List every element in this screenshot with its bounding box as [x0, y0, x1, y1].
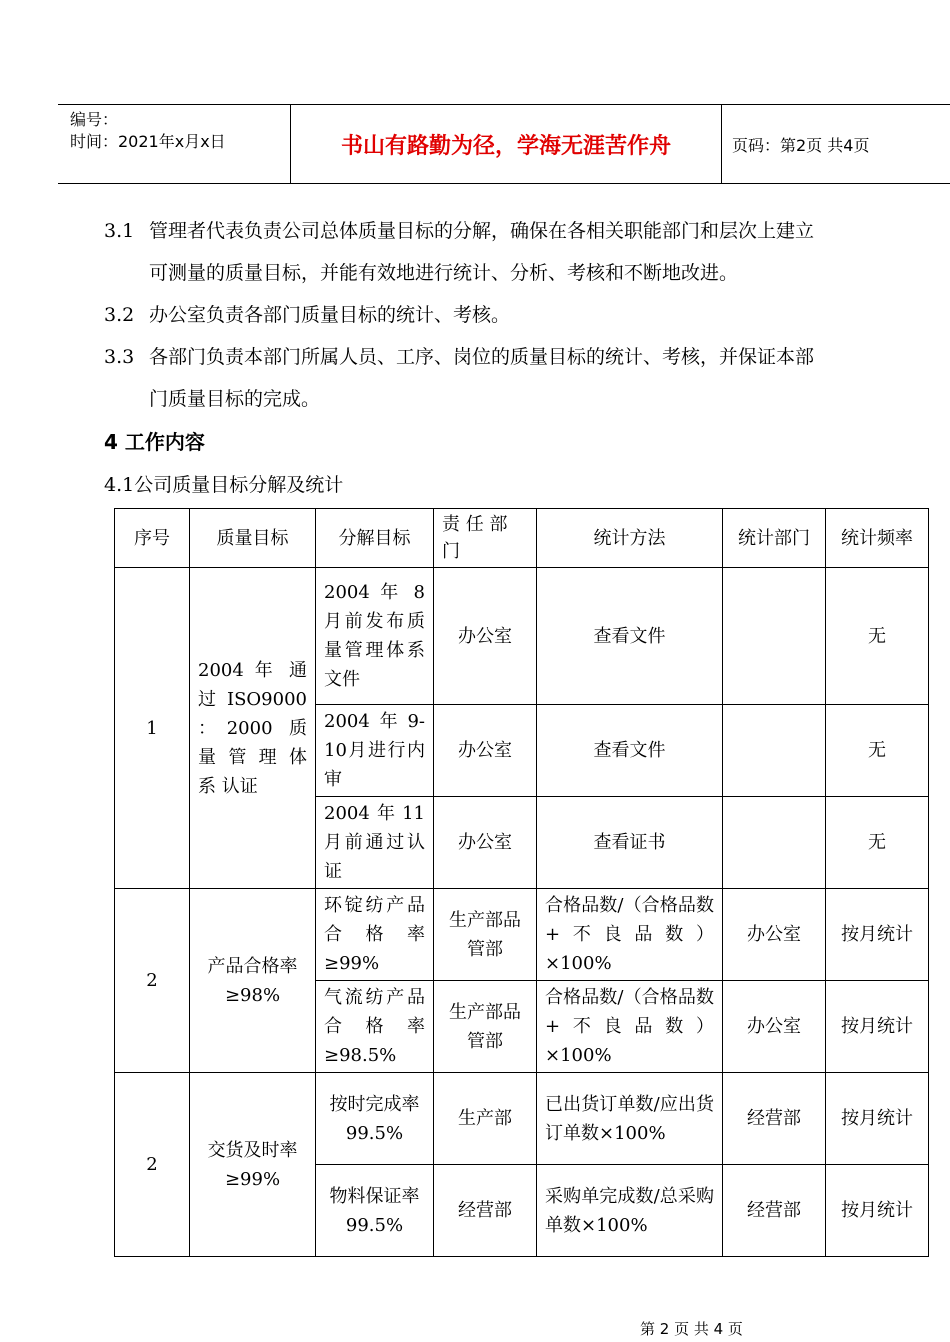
stat-dept [723, 797, 826, 889]
paragraph-3-1: 3.1 管理者代表负责公司总体质量目标的分解，确保在各相关职能部门和层次上建立 可测量的质量目标，并能有效地进行统计、分析、考核和不断地改进。 [104, 220, 815, 284]
sub-goal: 气流纺产品合格率≥98.5% [316, 981, 434, 1073]
responsible-dept: 办公室 [434, 568, 537, 705]
stat-frequency: 无 [826, 705, 929, 797]
column-header: 统计频率 [826, 509, 929, 568]
responsible-dept: 办公室 [434, 797, 537, 889]
sub-goal: 2004年9-10月进行内审 [316, 705, 434, 797]
subsection-heading: 4.1公司质量目标分解及统计 [104, 474, 344, 496]
stat-method: 合格品数/（合格品数+不良品数）×100% [537, 981, 723, 1073]
stat-frequency: 无 [826, 797, 929, 889]
stat-dept [723, 705, 826, 797]
quality-goal: 2004 年 通过 ISO9000 ：2000 质 量 管 理 体 系 认证 [190, 568, 316, 889]
doc-number: 编号： [70, 110, 119, 129]
responsible-dept: 生产部品管部 [434, 981, 537, 1073]
column-header: 序号 [115, 509, 190, 568]
stat-dept: 办公室 [723, 889, 826, 981]
page-footer: 第 2 页 共 4 页 [640, 1320, 743, 1338]
column-header: 责 任 部 门 [434, 509, 537, 568]
header-motto: 书山有路勤为径，学海无涯苦作舟 [340, 134, 671, 159]
sub-goal: 2004 年 8 月前发布质量管理体系文件 [316, 568, 434, 705]
header-divider [721, 105, 722, 183]
stat-frequency: 按月统计 [826, 889, 929, 981]
table-row [115, 889, 929, 981]
sub-goal: 按时完成率99.5% [316, 1073, 434, 1165]
responsible-dept: 生产部品管部 [434, 889, 537, 981]
stat-frequency: 按月统计 [826, 981, 929, 1073]
section-heading: 4 工作内容 [104, 430, 205, 454]
responsible-dept: 经营部 [434, 1165, 537, 1257]
doc-time: 时间：2021年x月x日 [70, 132, 226, 151]
stat-method: 已出货订单数/应出货订单数×100% [537, 1073, 723, 1165]
header-meta [70, 109, 226, 153]
stat-method: 采购单完成数/总采购单数×100% [537, 1165, 723, 1257]
stat-frequency: 按月统计 [826, 1073, 929, 1165]
column-header: 质量目标 [190, 509, 316, 568]
stat-method: 查看文件 [537, 705, 723, 797]
row-number: 1 [115, 568, 190, 889]
quality-goal: 产品合格率≥98% [190, 889, 316, 1073]
paragraph-3-3: 3.3 各部门负责本部门所属人员、工序、岗位的质量目标的统计、考核，并保证本部 门质量目标的完成。 [104, 346, 815, 410]
column-header: 统计方法 [537, 509, 723, 568]
stat-method: 合格品数/（合格品数+不良品数）×100% [537, 889, 723, 981]
paragraph-3-2: 3.2 办公室负责各部门质量目标的统计、考核。 [104, 304, 511, 326]
header-page-number: 页码：第2页 共4页 [732, 136, 870, 155]
stat-dept: 经营部 [723, 1165, 826, 1257]
stat-dept: 办公室 [723, 981, 826, 1073]
responsible-dept: 办公室 [434, 705, 537, 797]
column-header: 分解目标 [316, 509, 434, 568]
sub-goal: 2004年11月前通过认证 [316, 797, 434, 889]
column-header: 统计部门 [723, 509, 826, 568]
sub-goal: 环锭纺产品合格率≥99% [316, 889, 434, 981]
stat-method: 查看文件 [537, 568, 723, 705]
sub-goal: 物料保证率99.5% [316, 1165, 434, 1257]
stat-dept: 经营部 [723, 1073, 826, 1165]
stat-frequency: 无 [826, 568, 929, 705]
stat-frequency: 按月统计 [826, 1165, 929, 1257]
row-number: 2 [115, 889, 190, 1073]
stat-dept [723, 568, 826, 705]
page-header [58, 104, 950, 184]
quality-goal: 交货及时率≥99% [190, 1073, 316, 1257]
table-row [115, 568, 929, 705]
table-header-row [115, 509, 929, 568]
quality-goal-table [114, 508, 929, 1257]
stat-method: 查看证书 [537, 797, 723, 889]
row-number: 2 [115, 1073, 190, 1257]
responsible-dept: 生产部 [434, 1073, 537, 1165]
table-row [115, 1073, 929, 1165]
